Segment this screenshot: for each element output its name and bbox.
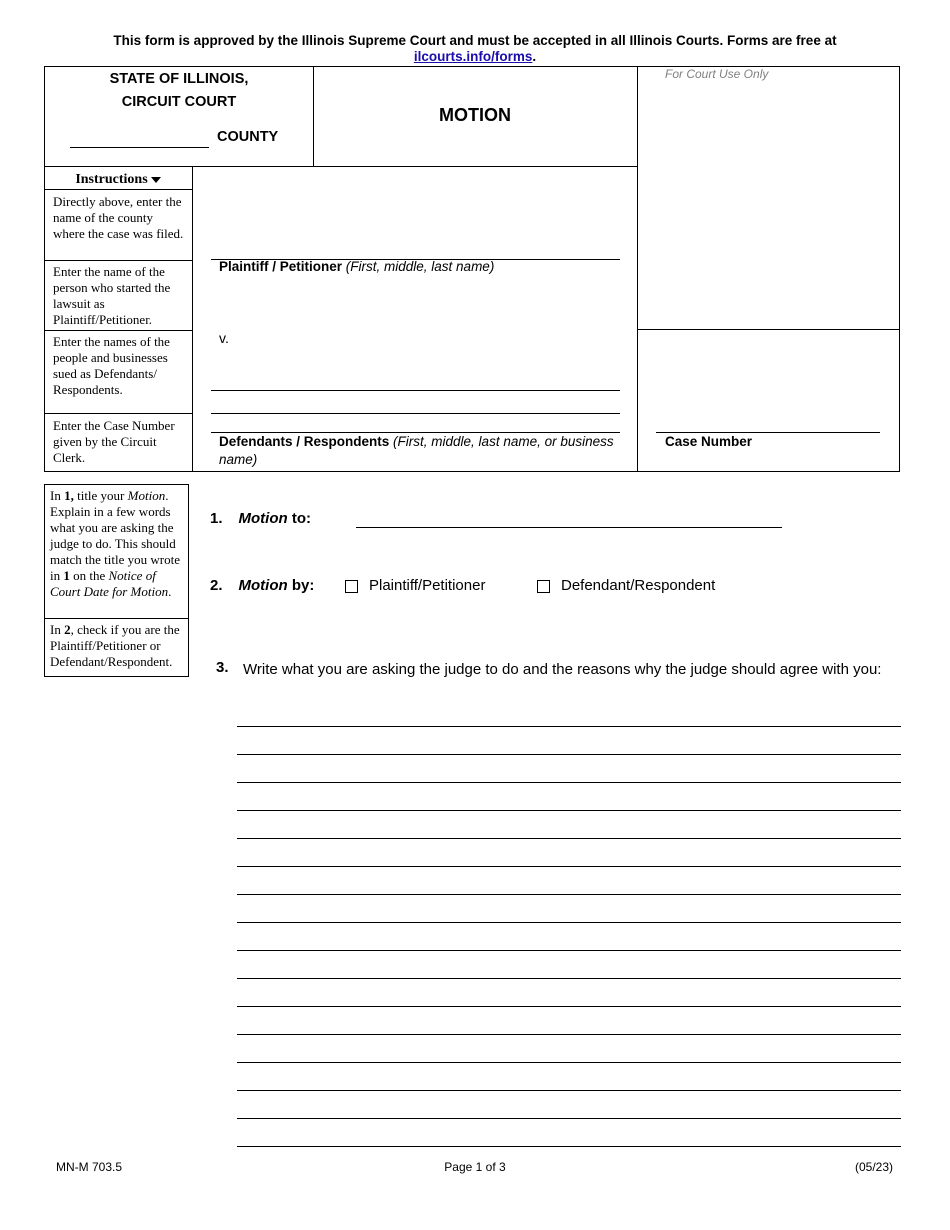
revision-date: (05/23) [855,1160,894,1174]
item-3-number: 3. [216,659,229,676]
answer-line[interactable] [237,894,901,895]
defendants-label: Defendants / Respondents (First, middle, last name, or business name) [219,434,614,467]
answer-line[interactable] [237,1118,901,1119]
answer-line[interactable] [237,810,901,811]
motion-to-input-line[interactable] [356,527,782,528]
defendant-checkbox[interactable] [537,580,550,593]
answer-line[interactable] [237,782,901,783]
page-number: Page 1 of 3 [444,1160,506,1174]
case-number-input-line[interactable] [656,432,880,433]
item-3-text: Write what you are asking the judge to do and the reasons why the judge should agree with you: [243,661,882,678]
plaintiff-checkbox[interactable] [345,580,358,593]
answer-line[interactable] [237,978,901,979]
answer-line[interactable] [237,866,901,867]
court-use-label: For Court Use Only [665,67,769,81]
case-number-label: Case Number [665,434,753,449]
instruction-case-number: Enter the Case Number given by the Circuit Clerk. [53,418,175,465]
answer-line[interactable] [237,1006,901,1007]
state-heading: STATE OF ILLINOIS, [109,71,249,87]
answer-line[interactable] [237,726,901,727]
versus-label: v. [219,330,229,346]
answer-line[interactable] [237,950,901,951]
county-input-line[interactable] [70,147,209,148]
answer-line[interactable] [237,1090,901,1091]
answer-line[interactable] [237,754,901,755]
defendant-input-line-1[interactable] [211,390,620,391]
form-code: MN-M 703.5 [56,1160,123,1174]
defendant-option-label: Defendant/Respondent [561,577,716,594]
plaintiff-option-label: Plaintiff/Petitioner [369,577,486,594]
answer-line[interactable] [237,1146,901,1147]
instruction-plaintiff: Enter the name of the person who started the lawsuit as Plaintiff/Petitioner. [53,264,171,327]
side-note-1: In 1, title your Motion. Explain in a few words what you are asking the judge to do. This should match the title you wrote in 1 on the Notice of Court Date for Motion. [50,488,180,599]
answer-line[interactable] [237,922,901,923]
form-title: MOTION [439,105,511,125]
item-1: 1. Motion to: [210,510,311,527]
defendant-input-line-2[interactable] [211,413,620,414]
plaintiff-label: Plaintiff / Petitioner (First, middle, last name) [219,259,495,274]
item-2: 2. Motion by: [210,577,315,594]
instructions-header: Instructions [44,172,192,188]
instruction-county: Directly above, enter the name of the county where the case was filed. [53,194,184,241]
answer-line[interactable] [237,838,901,839]
approval-notice: This form is approved by the Illinois Supreme Court and must be accepted in all Illinois Courts. Forms are free at ilcourts.info/forms. [113,33,837,64]
instruction-defendants: Enter the names of the people and businesses sued as Defendants/ Respondents. [53,334,170,397]
circuit-heading: CIRCUIT COURT [121,94,237,110]
caret-down-icon [151,177,161,183]
county-label: COUNTY [217,129,279,145]
answer-line[interactable] [237,1034,901,1035]
answer-line[interactable] [237,1062,901,1063]
forms-link[interactable]: ilcourts.info/forms [413,49,533,64]
side-note-2: In 2, check if you are the Plaintiff/Petitioner or Defendant/Respondent. [50,622,180,669]
